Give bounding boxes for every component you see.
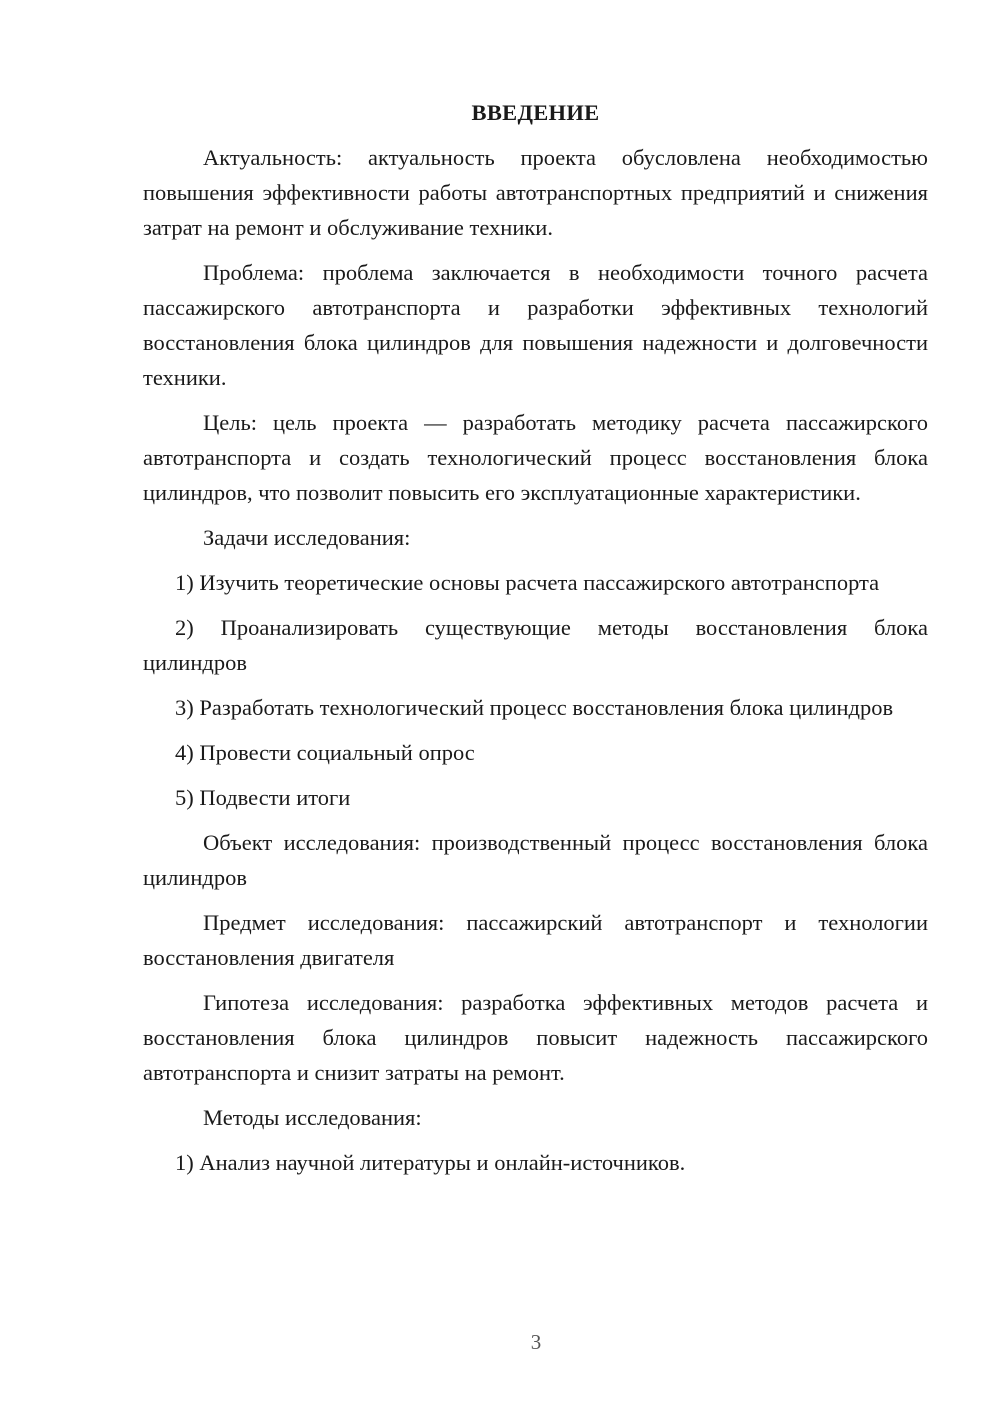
task-item-1: 1) Изучить теоретические основы расчета пассажирского автотранспорта <box>175 570 880 595</box>
methods-heading: Методы исследования: <box>203 1105 422 1130</box>
paragraph-hypothesis: Гипотеза исследования: разработка эффективных методов расчета и восстановления блока цилиндров повысит надежность пассажирского автотранспорта и снизит затраты на ремонт. <box>143 990 928 1085</box>
task-item-2: 2) Проанализировать существующие методы восстановления блока цилиндров <box>143 615 928 675</box>
page-content <box>143 95 928 1190</box>
section-title: ВВЕДЕНИЕ <box>471 100 600 125</box>
tasks-heading: Задачи исследования: <box>203 525 411 550</box>
task-item-3: 3) Разработать технологический процесс восстановления блока цилиндров <box>175 695 894 720</box>
paragraph-subject: Предмет исследования: пассажирский автотранспорт и технологии восстановления двигателя <box>143 910 928 970</box>
paragraph-relevance: Актуальность: актуальность проекта обусловлена необходимостью повышения эффективности работы автотранспортных предприятий и снижения затрат на ремонт и обслуживание техники. <box>143 145 928 240</box>
task-item-4: 4) Провести социальный опрос <box>175 740 475 765</box>
paragraph-goal: Цель: цель проекта — разработать методику расчета пассажирского автотранспорта и создать технологический процесс восстановления блока цилиндров, что позволит повысить его эксплуатационные характеристики. <box>143 410 928 505</box>
task-item-5: 5) Подвести итоги <box>175 785 351 810</box>
page-number: 3 <box>530 1330 542 1354</box>
paragraph-problem: Проблема: проблема заключается в необходимости точного расчета пассажирского автотранспорта и разработки эффективных технологий восстановления блока цилиндров для повышения надежности и долговечности техники. <box>143 260 928 390</box>
method-item-1: 1) Анализ научной литературы и онлайн-источников. <box>175 1150 686 1175</box>
paragraph-object: Объект исследования: производственный процесс восстановления блока цилиндров <box>143 830 928 890</box>
